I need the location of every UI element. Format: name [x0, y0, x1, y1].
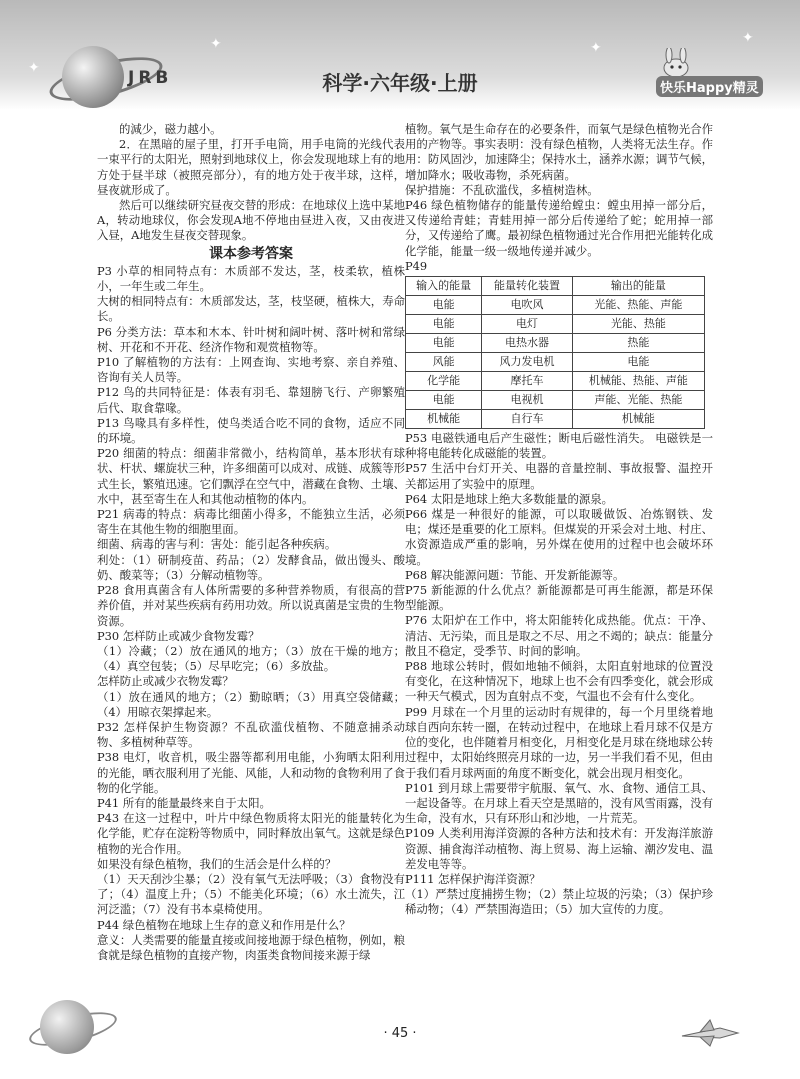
answer-paragraph: P57 生活中台灯开关、电器的音量控制、事故报警、温控开关都运用了实验中的原理。 [405, 461, 713, 491]
paragraph: 的減少，磁力越小。 [119, 122, 222, 136]
answer-paragraph: P111 怎样保护海洋资源？ [405, 871, 541, 886]
table-cell: 电热水器 [482, 334, 572, 353]
brand-logo: JRB [128, 68, 173, 88]
table-cell: 风力发电机 [482, 353, 572, 372]
answer-paragraph: P3 小草的相同特点有：木质部不发达，茎，枝柔软，植株小，一年生或二年生。 [97, 263, 405, 294]
page-number: · 45 · [383, 1026, 417, 1041]
answer-paragraph: P38 电灯，收音机，吸尘器等都利用电能，小狗晒太阳利用的光能，晒衣服利用了光能、风能，人和动物的食物利用了食物的化学能。 [97, 750, 405, 795]
rabbit-mascot-icon [656, 48, 696, 78]
table-cell: 电能 [572, 353, 704, 372]
answer-paragraph: P66 煤是一种很好的能源，可以取暖做饭、冶炼钢铁、发电；煤还是重要的化工原料。但煤炭的开采会对土地、村庄、水资源造成严重的影响，另外煤在使用的过程中也会破坏环境。 [405, 507, 713, 567]
mascot-logo [656, 48, 759, 96]
answer-paragraph: （1）严禁过度捕捞生物；（2）禁止垃圾的污染；（3）保护珍稀动物；（4）严禁围海造田；（5）加大宣传的力度。 [405, 887, 713, 917]
table-row [406, 353, 705, 372]
mascot-label: 快乐Happy精灵 [656, 76, 763, 97]
table-cell: 化学能 [406, 372, 482, 391]
answer-paragraph: （1）冷藏；（2）放在通风的地方；（3）放在干燥的地方；（4）真空包装；（5）尽早吃完；（6）多放盐。 [97, 643, 405, 674]
star-icon: ✦ [590, 40, 602, 56]
answer-paragraph: P41 所有的能量最终来自于太阳。 [97, 795, 271, 810]
answer-paragraph: 植物。氧气是生命存在的必要条件，而氧气是绿色植物光合作用的产物等。事实表明：没有绿色植物，人类将无法生存。作用：防风固沙，加速降尘；保持水土，涵养水源；调节气候，增加降水；吸收毒物，杀死病菌。 [405, 122, 713, 182]
table-header-cell: 输出的能量 [572, 277, 704, 296]
answer-paragraph: 意义：人类需要的能量直接或间接地源于绿色植物，例如，粮食就是绿色植物的直接产物，肉蛋类食物间接来源于绿 [97, 932, 405, 962]
section-title: 课本参考答案 [209, 245, 293, 262]
answer-paragraph: P44 绿色植物在地球上生存的意义和作用是什么？ [97, 917, 351, 932]
table-header-cell: 能量转化装置 [482, 277, 572, 296]
table-cell: 声能、光能、热能 [572, 391, 704, 410]
table-cell: 电能 [406, 296, 482, 315]
table-row [406, 296, 705, 315]
answer-paragraph: P64 太阳是地球上绝大多数能量的源泉。 [405, 491, 614, 506]
star-icon: ✦ [210, 36, 222, 52]
table-cell: 机械能、热能、声能 [572, 372, 704, 391]
answer-paragraph: P109 人类利用海洋资源的各种方法和技术有：开发海洋旅游资源、捕食海洋动植物、海上贸易、海上运输、潮汐发电、温差发电等等。 [405, 826, 713, 871]
planet-icon [62, 46, 124, 108]
table-cell: 电能 [406, 315, 482, 334]
answer-paragraph: P21 病毒的特点：病毒比细菌小得多，不能独立生活，必须寄生在其他生物的细胞里面。 [97, 507, 405, 537]
answer-paragraph: P99 月球在一个月里的运动时有规律的，每一个月里绕着地球自西向东转一圈，在转动过程中，在地球上看月球不仅是方位的变化，也伴随着月相变化，月相变化是月球在绕地球公转过程中，太阳始终照亮月球的一边，另一半我们看不见，但由于我们看月球两面的角度不断变化，就会出现月相变化。 [405, 704, 713, 780]
answer-paragraph: P13 鸟喙具有多样性，使鸟类适合吃不同的食物，适应不同的环境。 [97, 415, 405, 446]
answer-paragraph: P28 食用真菌含有人体所需要的多种营养物质，有很高的营养价值，并对某些疾病有药用功效。所以说真菌是宝贵的生物资源。 [97, 583, 405, 628]
answer-paragraph: P53 电磁铁通电后产生磁性；断电后磁性消失。 电磁铁是一种将电能转化成磁能的装置。 [405, 431, 713, 461]
table-row [406, 315, 705, 334]
table-cell: 电视机 [482, 391, 572, 410]
table-row [406, 410, 705, 429]
answer-paragraph: P6 分类方法：草本和木本、针叶树和阔叶树、落叶树和常绿树、开花和不开花、经济作物和观赏植物等。 [97, 324, 405, 354]
page-header [0, 0, 800, 110]
table-cell: 风能 [406, 353, 482, 372]
answer-paragraph: P68 解决能源问题：节能、开发新能源等。 [405, 567, 625, 582]
answer-paragraph: 保护措施：不乱砍滥伐，多植树造林。 [405, 182, 599, 197]
answer-paragraph: （1）放在通风的地方；（2）勤晾晒；（3）用真空袋储藏；（4）用晾衣架撑起来。 [97, 689, 405, 719]
answer-paragraph: P30 怎样防止或减少食物发霉？ [97, 628, 260, 643]
table-header-cell: 输入的能量 [406, 277, 482, 296]
answer-paragraph: P46 绿色植物储存的能量传递给螳虫：螳虫用掉一部分后，又传递给青蛙；青蛙用掉一部分后传递给了蛇；蛇用掉一部分，又传递给了鹰。最初绿色植物通过光合作用把光能转化成化学能，能量一级一级地传递并减少。 [405, 198, 713, 258]
table-cell: 电灯 [482, 315, 572, 334]
table-cell: 电能 [406, 391, 482, 410]
energy-conversion-table [405, 276, 705, 429]
table-row [406, 372, 705, 391]
answer-paragraph: P101 到月球上需要带宇航服、氧气、水、食物、通信工具、一起设备等。在月球上看天空是黑暗的，没有风雪雨露，没有生命，没有水，只有环形山和沙地，一片荒芜。 [405, 780, 713, 826]
left-column [97, 122, 405, 963]
star-icon: ✦ [28, 60, 40, 76]
table-cell: 电能 [406, 334, 482, 353]
answer-paragraph: P20 细菌的特点：细菌非常微小，结构简单，基本形状有球状、杆状、螺旋状三种，许多细菌可以成对、成链、成簇等形式生长，繁殖迅速。它们飘浮在空气中，潜藏在食物、土壤、水中，甚至寄生在人和其他动植物的体内。 [97, 446, 405, 506]
table-label: P49 [405, 258, 428, 273]
paragraph: 然后可以继续研究昼夜交替的形成：在地球仪上选中某地A，转动地球仪，你会发现A地不停地由昼进入夜，又由夜进入昼，A地发生昼夜交替现象。 [97, 198, 405, 243]
table-row [406, 334, 705, 353]
planet-icon [40, 1000, 94, 1054]
paragraph: 2．在黑暗的屋子里，打开手电筒，用手电筒的光线代表一束平行的太阳光，照射到地球仪上，你会发现地球上有的地方处于昼半球（被照亮部分），有的地方处于夜半球，这样，昼夜就形成了。 [97, 137, 405, 197]
answer-paragraph: P32 怎样保护生物资源？不乱砍滥伐植物、不随意捕杀动物、多植树种草等。 [97, 719, 405, 750]
table-cell: 电吹风 [482, 296, 572, 315]
answer-paragraph: P12 鸟的共同特征是：体表有羽毛、靠翅膀飞行、产卵繁殖后代、取食靠喙。 [97, 385, 405, 415]
table-cell: 光能、热能 [572, 315, 704, 334]
answer-paragraph: 细菌、病毒的害与利：害处：能引起各种疾病。 [97, 537, 337, 552]
table-header-row [406, 277, 705, 296]
answer-paragraph: 如果没有绿色植物，我们的生活会是什么样的？ [97, 856, 337, 871]
book-title: 科学·六年级·上册 [322, 71, 478, 95]
space-shuttle-icon [680, 1018, 740, 1048]
answer-paragraph: P10 了解植物的方法有：上网查询、实地考察、亲自养殖、咨询有关人员等。 [97, 355, 405, 385]
answer-paragraph: 怎样防止或减少衣物发霉？ [97, 674, 234, 689]
table-cell: 光能、热能、声能 [572, 296, 704, 315]
table-cell: 机械能 [406, 410, 482, 429]
star-icon: ✦ [742, 30, 754, 46]
table-cell: 热能 [572, 334, 704, 353]
table-cell: 自行车 [482, 410, 572, 429]
answer-paragraph: P75 新能源的什么优点？新能源都是可再生能源，都是环保型能源。 [405, 583, 713, 613]
answer-paragraph: P88 地球公转时，假如地轴不倾斜，太阳直射地球的位置没有变化，在这种情况下，地球上也不会有四季变化，就会形成一种天气模式，因为直射点不变，气温也不会有什么变化。 [405, 659, 713, 704]
answer-paragraph: （1）天天刮沙尘暴；（2）没有氧气无法呼吸；（3）食物没有了；（4）温度上升；（5）不能美化环境；（6）水土流失，江河泛滥；（7）没有书本桌椅使用。 [97, 871, 405, 917]
table-cell: 机械能 [572, 410, 704, 429]
table-row [406, 391, 705, 410]
answer-paragraph: P76 太阳炉在工作中，将太阳能转化成热能。优点：干净、清洁、无污染，而且是取之不尽、用之不竭的；缺点：能量分散且不稳定，受季节、时间的影响。 [405, 613, 713, 658]
answer-paragraph: P43 在这一过程中，叶片中绿色物质将太阳光的能量转化为化学能，贮存在淀粉等物质中，同时释放出氧气。这就是绿色植物的光合作用。 [97, 811, 405, 856]
table-cell: 摩托车 [482, 372, 572, 391]
answer-paragraph: 利处：（1）研制疫苗、药品；（2）发酵食品，做出馒头、酸奶、酸菜等；（3）分解动植物等。 [97, 552, 405, 582]
right-column [405, 122, 713, 918]
answer-paragraph: 大树的相同特点有：木质部发达，茎，枝坚硬，植株大，寿命长。 [97, 294, 405, 324]
